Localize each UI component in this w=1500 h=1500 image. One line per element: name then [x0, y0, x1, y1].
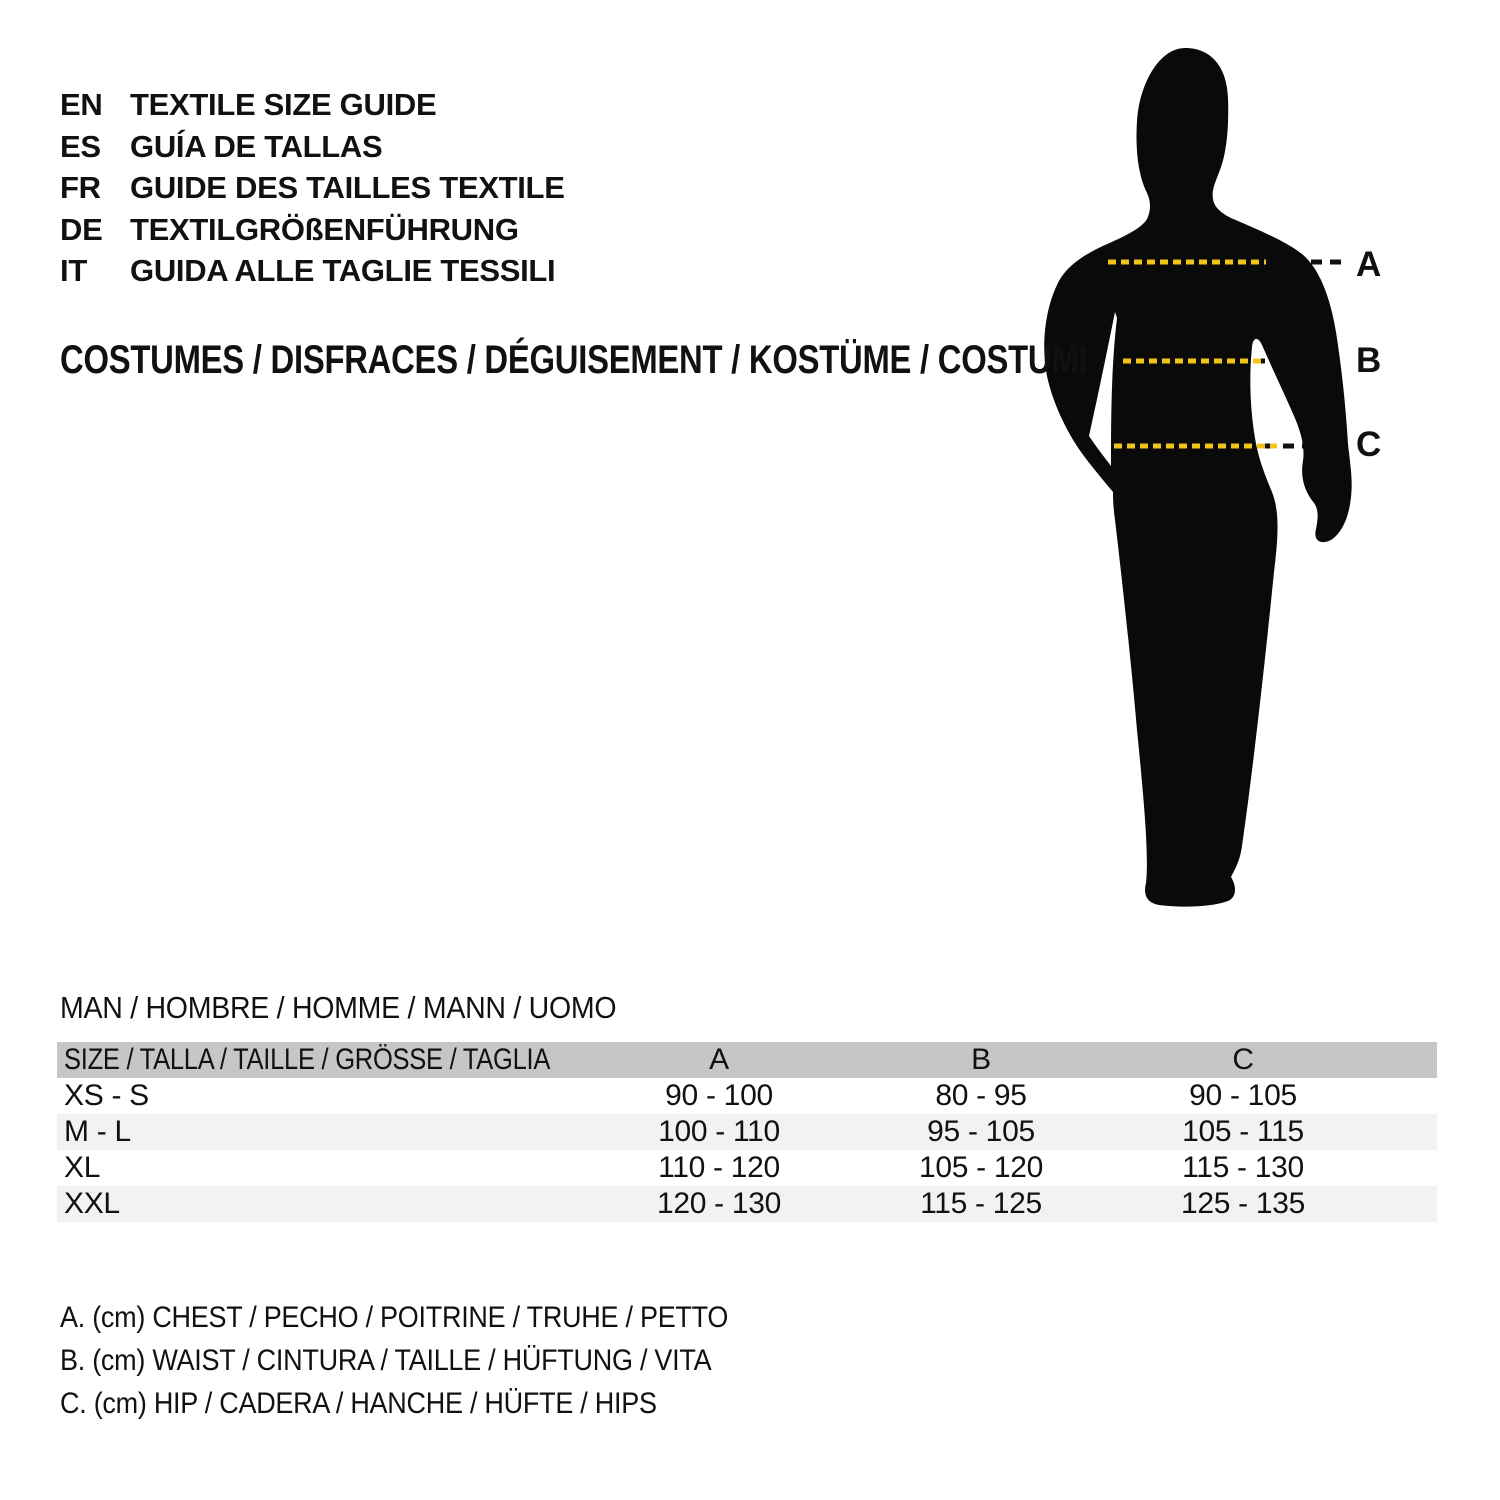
size-table-header-col-c: C [1112, 1042, 1374, 1078]
size-table-header-row [57, 1042, 1437, 1078]
measurement-legend [60, 1296, 802, 1425]
language-title: GUÍA DE TALLAS [130, 128, 383, 164]
language-row-it [60, 250, 565, 292]
size-table-row-xl [57, 1150, 1437, 1186]
size-table-header-size [57, 1042, 588, 1078]
chest-marker-letter: A [1356, 245, 1381, 284]
size-table-row-m-l [57, 1114, 1437, 1150]
language-code: DE [60, 211, 103, 247]
language-title: TEXTILGRÖßENFÜHRUNG [130, 211, 519, 247]
language-code: EN [60, 87, 103, 122]
language-row-fr [60, 167, 565, 209]
chest-range-cell: 110 - 120 [658, 1151, 780, 1184]
man-silhouette [1044, 48, 1351, 907]
waist-range-cell: 115 - 125 [850, 1186, 1112, 1222]
chest-range-cell: 90 - 100 [665, 1079, 773, 1112]
size-table-header-size-label: SIZE / TALLA / TAILLE / GRÖSSE / TAGLIA [64, 1043, 551, 1076]
size-table-header-spacer [1374, 1042, 1437, 1078]
size-cell: XXL [57, 1186, 588, 1222]
size-cell: XL [64, 1151, 101, 1184]
language-row-en [60, 84, 565, 126]
size-cell: M - L [57, 1114, 588, 1150]
hip-range-cell: 115 - 130 [1182, 1151, 1304, 1184]
chest-range-cell: 100 - 110 [588, 1114, 850, 1150]
legend-waist: B. (cm) WAIST / CINTURA / TAILLE / HÜFTUNG / VITA [60, 1344, 712, 1377]
language-title: GUIDA ALLE TAGLIE TESSILI [130, 253, 556, 288]
hip-range-cell: 125 - 135 [1112, 1186, 1374, 1222]
language-row-es [60, 126, 565, 168]
language-title-list [60, 84, 565, 292]
spacer-cell [1374, 1150, 1437, 1186]
chest-range-cell: 120 - 130 [588, 1186, 850, 1222]
category-line: COSTUMES / DISFRACES / DÉGUISEMENT / KOSTÜME / COSTUMI [60, 338, 1088, 382]
hip-range-cell: 105 - 115 [1112, 1114, 1374, 1150]
size-table-row-xs-s [57, 1078, 1437, 1114]
spacer-cell [1374, 1186, 1437, 1222]
legend-chest: A. (cm) CHEST / PECHO / POITRINE / TRUHE / PETTO [60, 1301, 729, 1334]
hip-range-cell: 90 - 105 [1189, 1079, 1297, 1112]
section-title-man: MAN / HOMBRE / HOMME / MANN / UOMO [60, 990, 617, 1025]
language-row-de [60, 209, 565, 251]
language-title: GUIDE DES TAILLES TEXTILE [130, 170, 565, 205]
language-code: IT [60, 253, 87, 288]
hip-marker-letter: C [1356, 425, 1381, 464]
waist-range-cell: 80 - 95 [935, 1079, 1027, 1112]
waist-range-cell: 105 - 120 [918, 1151, 1044, 1184]
language-title: TEXTILE SIZE GUIDE [130, 87, 437, 122]
waist-range-cell: 95 - 105 [850, 1114, 1112, 1150]
spacer-cell [1374, 1078, 1437, 1114]
size-cell: XS - S [64, 1079, 149, 1112]
size-table-header-col-b: B [850, 1042, 1112, 1078]
size-table-row-xxl [57, 1186, 1437, 1222]
spacer-cell [1374, 1114, 1437, 1150]
legend-hip: C. (cm) HIP / CADERA / HANCHE / HÜFTE / HIPS [60, 1387, 657, 1420]
size-table [57, 1042, 1437, 1222]
language-code: ES [60, 128, 101, 164]
waist-marker-letter: B [1356, 341, 1381, 380]
language-code: FR [60, 170, 101, 205]
size-table-header-col-a: A [588, 1042, 850, 1078]
